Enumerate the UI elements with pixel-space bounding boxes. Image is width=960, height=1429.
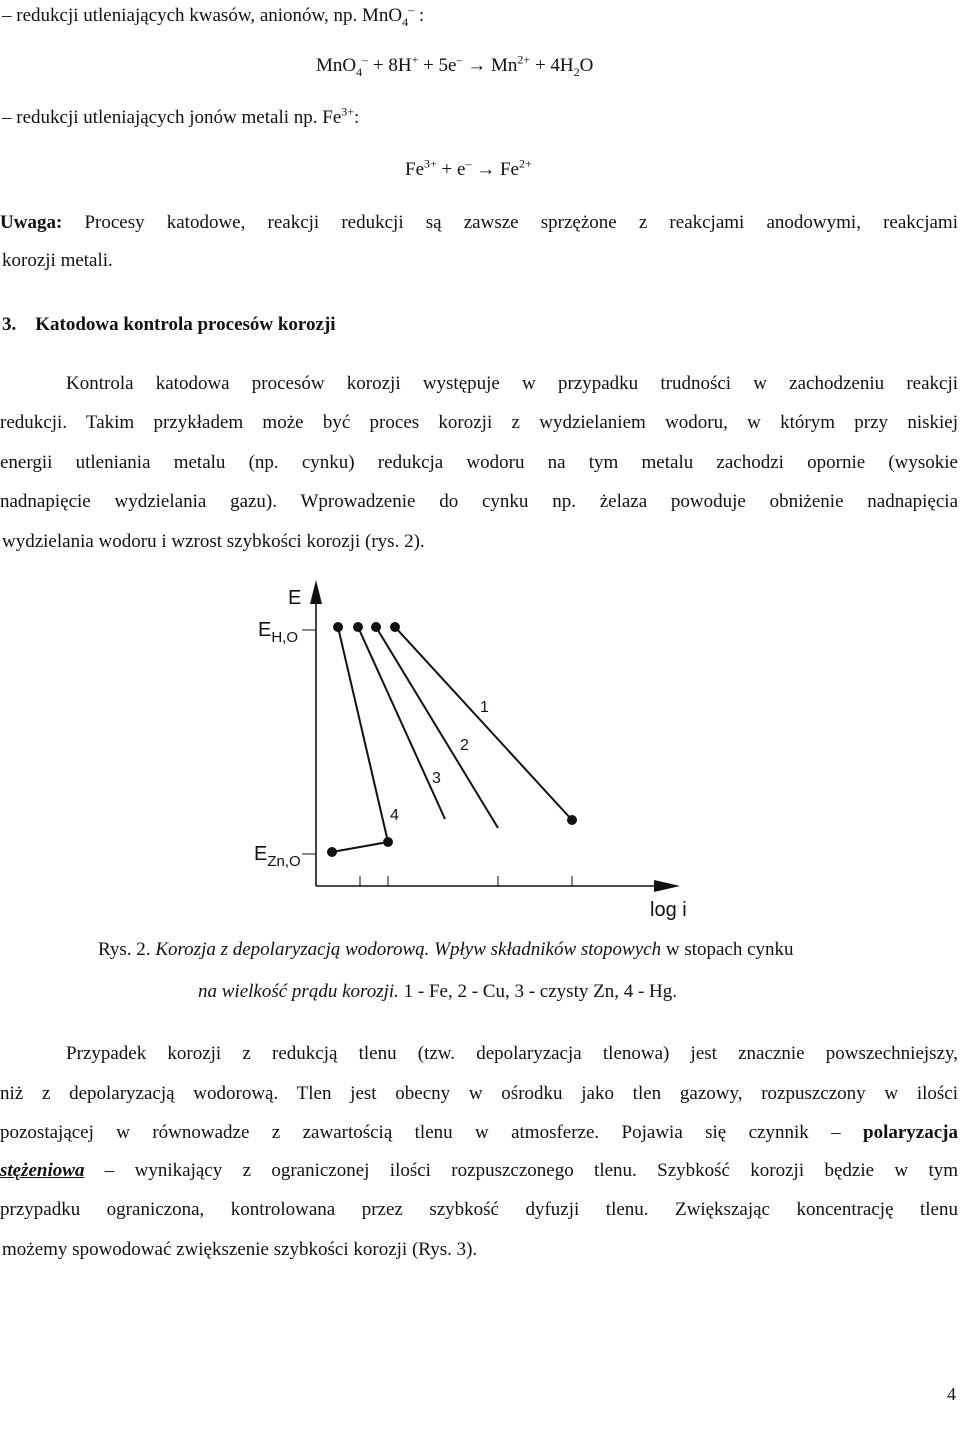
figure-caption-line-2: na wielkość prądu korozji. 1 - Fe, 2 - Cu, 3 - czysty Zn, 4 - Hg.	[198, 981, 678, 1002]
bullet-line-metal-ions: – redukcji utleniających jonów metali np. $Fe^{3+}$:	[2, 104, 360, 128]
curve-2	[376, 627, 498, 828]
y-axis-arrow	[310, 580, 322, 604]
x-axis-label: log i	[650, 899, 687, 921]
zn-baseline	[332, 842, 388, 852]
equation-mno4: $MnO_4^- + 8H^+ + 5e^- \to Mn^{2+} + 4H_2O$	[316, 52, 594, 79]
curve-4	[338, 627, 388, 842]
curve-label-3: 3	[432, 770, 441, 787]
equation-fe: $Fe^{3+} + e^- \to Fe^{2+}$	[405, 156, 532, 180]
x-axis-arrow	[654, 880, 680, 892]
note-line-2: korozji metali.	[2, 250, 113, 271]
note-line-1: Uwaga: Procesy katodowe, reakcji redukcji są zawsze sprzężone z reakcjami anodowymi, reakcjami	[0, 212, 958, 233]
point-3-top	[353, 622, 363, 632]
para1-line-2: redukcji. Takim przykładem może być proces korozji z wydzielaniem wodoru, w którym przy niskiej	[0, 412, 958, 433]
para2-line-6: możemy spowodować zwiększenie szybkości korozji (Rys. 3).	[2, 1239, 478, 1260]
figure-caption-line-1: Rys. 2. Korozja z depolaryzacją wodorową. Wpływ składników stopowych w stopach cynku	[98, 939, 794, 960]
para2-line-5: przypadku ograniczona, kontrolowana przez szybkość dyfuzji tlenu. Zwiększając koncentrację tlenu	[0, 1199, 958, 1220]
curve-label-1: 1	[480, 699, 489, 716]
para1-line-5: wydzielania wodoru i wzrost szybkości korozji (rys. 2).	[2, 531, 425, 552]
para1-line-3: energii utleniania metalu (np. cynku) redukcja wodoru na tym metalu zachodzi opornie (wysokie	[0, 452, 958, 473]
point-1-bottom	[567, 815, 577, 825]
curve-3	[358, 627, 445, 819]
e-h-label: $E_{H,O}$	[258, 619, 299, 646]
bullet-line-anions: – redukcji utleniających kwasów, anionów, np. MnO$_4$– :	[2, 2, 425, 29]
para2-line-3: pozostającej w równowadze z zawartością tlenu w atmosferze. Pojawia się czynnik – polaryzacja	[0, 1122, 958, 1143]
page-number: 4	[947, 1384, 956, 1404]
e-zn-label: $E_{Zn,O}$	[254, 843, 301, 870]
point-4-bottom	[383, 837, 393, 847]
para2-line-4: stężeniowa – wynikający z ograniczonej ilości rozpuszczonego tlenu. Szybkość korozji będzie w tym	[0, 1160, 958, 1181]
point-4-top	[333, 622, 343, 632]
point-1-top	[390, 622, 400, 632]
section-heading: 3. Katodowa kontrola procesów korozji	[2, 314, 336, 335]
para2-line-2: niż z depolaryzacją wodorową. Tlen jest obecny w ośrodku jako tlen gazowy, rozpuszczony w ilości	[0, 1083, 958, 1104]
curve-label-2: 2	[460, 737, 469, 754]
figure-polarization-diagram	[240, 570, 700, 930]
para1-line-1: Kontrola katodowa procesów korozji występuje w przypadku trudności w zachodzeniu reakcji	[66, 373, 958, 394]
para2-line-1: Przypadek korozji z redukcją tlenu (tzw. depolaryzacja tlenowa) jest znacznie powszechniejszy,	[66, 1043, 958, 1064]
para1-line-4: nadnapięcie wydzielania gazu). Wprowadzenie do cynku np. żelaza powoduje obniżenie nadnapięcia	[0, 491, 958, 512]
curve-label-4: 4	[390, 807, 399, 824]
curve-1	[395, 627, 572, 820]
point-2-top	[371, 622, 381, 632]
y-axis-label: E	[288, 587, 302, 609]
